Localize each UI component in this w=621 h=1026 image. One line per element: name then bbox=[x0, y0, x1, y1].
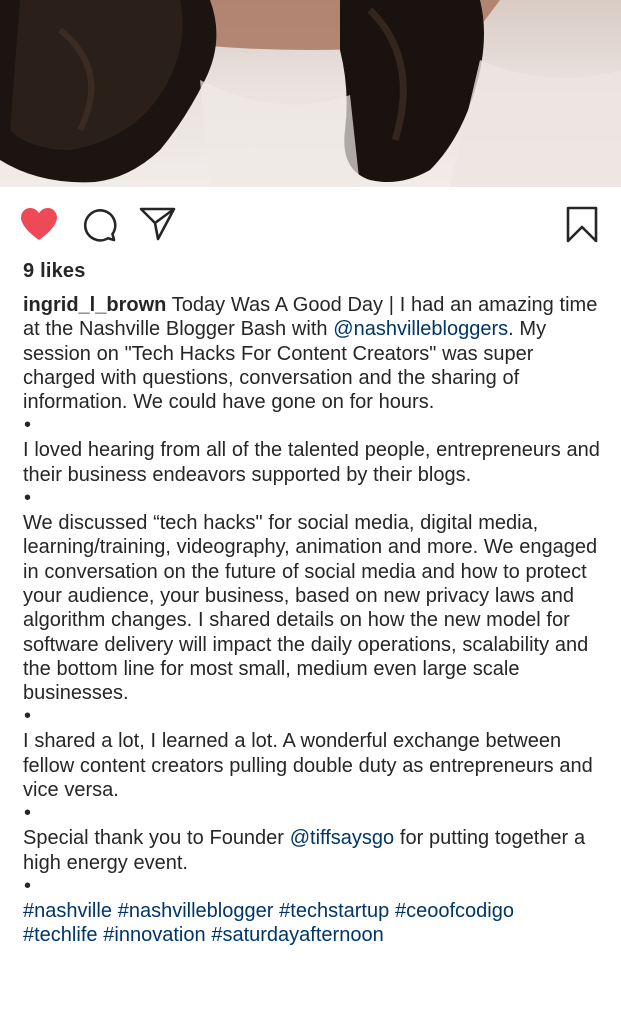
hashtag-link[interactable]: #nashvilleblogger bbox=[117, 899, 274, 922]
caption-text: Today Was A Good Day | I had an amazing time at the Nashville Blogger Bash with bbox=[23, 294, 598, 341]
caption-paragraph-5 bbox=[23, 826, 608, 875]
caption-paragraph-1 bbox=[23, 293, 608, 414]
paper-plane-icon bbox=[139, 206, 177, 242]
hashtag-link[interactable]: #saturdayafternoon bbox=[211, 924, 384, 947]
like-button[interactable] bbox=[20, 207, 58, 241]
caption-text: for putting together a high energy event. bbox=[23, 827, 586, 874]
caption-bullet: • bbox=[24, 802, 32, 825]
post-caption bbox=[23, 293, 608, 948]
caption-paragraph-4: I shared a lot, I learned a lot. A wonderful exchange between fellow content creators pulling double duty as entrepreneurs and vice versa. bbox=[23, 730, 593, 802]
caption-username[interactable]: ingrid_l_brown bbox=[23, 294, 167, 316]
hashtag-link[interactable]: #nashville bbox=[23, 899, 112, 922]
action-bar bbox=[0, 187, 621, 259]
hashtag-link[interactable]: #techstartup bbox=[279, 899, 390, 922]
caption-paragraph-3: We discussed “tech hacks" for social media, digital media, learning/training, videography, animation and more. We engaged in conversation on the future of social media and how to protect your audience, your business, based on new privacy laws and algorithm changes. I shared details on how the new model for software delivery will impact the daily operations, scalability and the bottom line for most small, medium even large scale businesses. bbox=[23, 512, 598, 705]
caption-paragraph-2: I loved hearing from all of the talented people, entrepreneurs and their business endeavors supported by their blogs. bbox=[23, 439, 600, 486]
heart-filled-icon bbox=[20, 207, 58, 241]
caption-bullet: • bbox=[24, 487, 32, 510]
hashtag-link[interactable]: #techlife bbox=[23, 924, 98, 947]
comment-icon bbox=[81, 207, 117, 243]
hashtag-link[interactable]: #innovation bbox=[103, 924, 206, 947]
caption-bullet: • bbox=[24, 705, 32, 728]
photo-hair-illustration bbox=[0, 0, 621, 187]
hashtag-link[interactable]: #ceoofcodigo bbox=[395, 899, 514, 922]
comment-button[interactable] bbox=[81, 207, 117, 243]
caption-text: Special thank you to Founder bbox=[23, 827, 290, 850]
caption-bullet: • bbox=[24, 874, 32, 897]
caption-text: . My session on "Tech Hacks For Content Creators" was super charged with questions, conversation and the sharing of information. We could have gone on for hours. bbox=[23, 318, 547, 414]
mention-link[interactable]: @nashvillebloggers bbox=[333, 318, 509, 341]
caption-bullet: • bbox=[24, 414, 32, 437]
share-button[interactable] bbox=[139, 206, 177, 242]
mention-link[interactable]: @tiffsaysgo bbox=[289, 827, 395, 850]
save-button[interactable] bbox=[565, 206, 599, 244]
hashtag-list bbox=[23, 899, 608, 948]
bookmark-icon bbox=[565, 206, 599, 244]
likes-count[interactable]: 9 likes bbox=[23, 260, 86, 282]
post-photo[interactable] bbox=[0, 0, 621, 187]
